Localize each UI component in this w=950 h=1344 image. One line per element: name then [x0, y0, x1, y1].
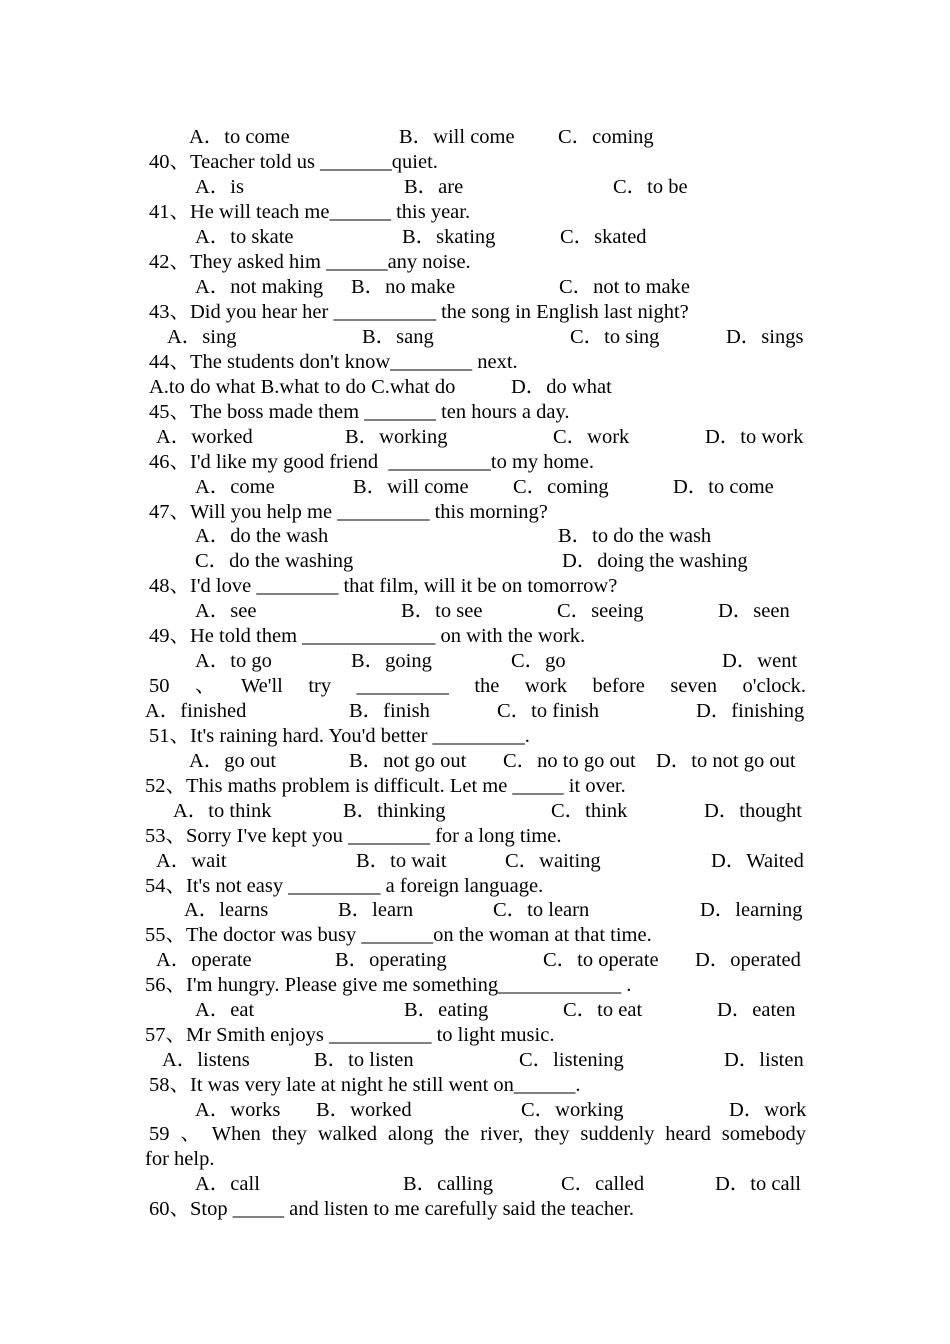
question-word: the	[474, 675, 500, 697]
option-c: C．no to go out	[503, 750, 636, 772]
options-line-59	[0, 1172, 950, 1197]
option-a: A．go out	[189, 750, 277, 772]
option-c: C．seeing	[557, 600, 644, 622]
options-line-43	[0, 325, 950, 350]
question-text: 60、Stop _____ and listen to me carefully said the teacher.	[149, 1198, 635, 1220]
option-d: D．seen	[718, 600, 790, 622]
question-52	[0, 774, 950, 799]
options-line-48	[0, 599, 950, 624]
option-a: A．learns	[184, 899, 269, 921]
question-text: 41、He will teach me______ this year.	[149, 201, 471, 223]
question-41	[0, 200, 950, 225]
options-line-57	[0, 1048, 950, 1073]
option-c: C．coming	[513, 476, 609, 498]
question-47	[0, 500, 950, 525]
question-59	[0, 1122, 950, 1147]
option-d: D．to come	[673, 476, 774, 498]
option-c: C．waiting	[505, 850, 601, 872]
option-d: D．went	[722, 650, 798, 672]
option-d: D．doing the washing	[562, 550, 748, 572]
options-line-51	[0, 749, 950, 774]
question-58	[0, 1073, 950, 1098]
option-a: A．sing	[167, 326, 237, 348]
question-57	[0, 1023, 950, 1048]
option-b: B．not go out	[349, 750, 467, 772]
question-43	[0, 300, 950, 325]
question-text: 53、Sorry I've kept you ________ for a long time.	[145, 825, 562, 847]
option-c: C．coming	[558, 126, 654, 148]
option-b: B．eating	[404, 999, 489, 1021]
option-a: A．to go	[195, 650, 272, 672]
options-line-47a	[0, 524, 950, 549]
option-a: A．operate	[156, 949, 252, 971]
option-d: D．to call	[715, 1173, 801, 1195]
question-word: try	[308, 675, 332, 697]
option-a: A．call	[195, 1173, 260, 1195]
option-b: B．calling	[403, 1173, 493, 1195]
question-text: 43、Did you hear her __________ the song in English last night?	[149, 301, 689, 323]
option-b: B．working	[345, 426, 448, 448]
option-b: B．going	[351, 650, 432, 672]
options-line-45	[0, 425, 950, 450]
question-59-continued	[0, 1147, 950, 1172]
option-b: B．learn	[338, 899, 414, 921]
question-word: 59	[149, 1123, 170, 1145]
question-text: 40、Teacher told us _______quiet.	[149, 151, 438, 173]
option-d: D．do what	[511, 376, 612, 398]
option-c: C．to be	[613, 176, 688, 198]
justified-question-text	[149, 674, 806, 699]
option-a: A．do the wash	[195, 525, 329, 547]
options-line-54	[0, 898, 950, 923]
question-word: 、	[180, 1123, 201, 1145]
options-line-49	[0, 649, 950, 674]
options-line-55	[0, 948, 950, 973]
option-b: B．finish	[349, 700, 430, 722]
question-text: 48、I'd love ________ that film, will it be on tomorrow?	[149, 575, 618, 597]
option-a: A．see	[195, 600, 257, 622]
option-b: B．worked	[316, 1099, 412, 1121]
options-line-47b	[0, 549, 950, 574]
option-c: C．called	[561, 1173, 645, 1195]
question-text: 52、This maths problem is difficult. Let me _____ it over.	[145, 775, 626, 797]
option-c: C．think	[551, 800, 628, 822]
question-text: 56、I'm hungry. Please give me something____________ .	[145, 974, 632, 996]
question-42	[0, 250, 950, 275]
question-word: they	[271, 1123, 307, 1145]
question-word: work	[524, 675, 568, 697]
option-b: B．to do the wash	[558, 525, 712, 547]
option-b: B．operating	[335, 949, 447, 971]
option-b: B．thinking	[343, 800, 446, 822]
question-text: 44、The students don't know________ next.	[149, 351, 518, 373]
option-a: A．is	[195, 176, 244, 198]
option-d: D．finishing	[696, 700, 805, 722]
options-line-53	[0, 849, 950, 874]
option-a: A．not making	[195, 276, 324, 298]
options-line-56	[0, 998, 950, 1023]
option-d: D．sings	[726, 326, 804, 348]
option-a: A．to skate	[195, 226, 294, 248]
option-c: C．to finish	[497, 700, 599, 722]
option-b: B．to wait	[356, 850, 447, 872]
question-51	[0, 724, 950, 749]
option-b: B．to listen	[314, 1049, 414, 1071]
question-40	[0, 150, 950, 175]
option-a: A．eat	[195, 999, 255, 1021]
option-b: B．skating	[402, 226, 496, 248]
question-text: 55、The doctor was busy _______on the woman at that time.	[145, 924, 652, 946]
option-d: D．work	[729, 1099, 807, 1121]
question-text: for help.	[145, 1148, 215, 1170]
option-d: D．learning	[700, 899, 803, 921]
question-word: river,	[480, 1123, 524, 1145]
question-44	[0, 350, 950, 375]
option-d: D．operated	[695, 949, 801, 971]
question-48	[0, 574, 950, 599]
option-c: C．not to make	[559, 276, 690, 298]
question-word: along	[387, 1123, 434, 1145]
question-text: 49、He told them _____________ on with the work.	[149, 625, 586, 647]
option-d: D．to work	[705, 426, 804, 448]
question-word: _________	[356, 675, 449, 697]
question-text: 54、It's not easy _________ a foreign language.	[145, 875, 544, 897]
question-word: before	[592, 675, 645, 697]
option-a: A．finished	[145, 700, 247, 722]
options-line-41	[0, 225, 950, 250]
options-line-58	[0, 1098, 950, 1123]
option-c: C．go	[511, 650, 566, 672]
question-56	[0, 973, 950, 998]
question-text: 45、The boss made them _______ ten hours a day.	[149, 401, 570, 423]
question-50	[0, 674, 950, 699]
option-b: B．no make	[351, 276, 456, 298]
options-line-46	[0, 475, 950, 500]
question-word: 50	[149, 675, 170, 697]
option-c: C．to sing	[570, 326, 660, 348]
option-c: C．work	[553, 426, 630, 448]
question-word: o'clock.	[742, 675, 806, 697]
option-a: A．to think	[173, 800, 272, 822]
option-b: B．to see	[401, 600, 483, 622]
option-c: C．do the washing	[195, 550, 354, 572]
option-a-to-c: A.to do what B.what to do C.what do	[149, 376, 456, 398]
question-text: 42、They asked him ______any noise.	[149, 251, 471, 273]
question-word: 、	[194, 675, 216, 697]
option-b: B．will come	[399, 126, 515, 148]
question-53	[0, 824, 950, 849]
options-line-39	[0, 125, 950, 150]
justified-question-text	[149, 1122, 806, 1147]
option-d: D．eaten	[717, 999, 796, 1021]
question-55	[0, 923, 950, 948]
option-a: A．to come	[189, 126, 290, 148]
options-line-40	[0, 175, 950, 200]
question-word: seven	[670, 675, 718, 697]
option-d: D．listen	[724, 1049, 804, 1071]
question-word: When	[211, 1123, 261, 1145]
question-text: 51、It's raining hard. You'd better _________.	[149, 725, 530, 747]
option-d: D．Waited	[711, 850, 804, 872]
option-c: C．to eat	[563, 999, 643, 1021]
question-text: 46、I'd like my good friend __________to my home.	[149, 451, 594, 473]
option-b: B．sang	[362, 326, 434, 348]
option-b: B．are	[404, 176, 464, 198]
option-c: C．skated	[560, 226, 647, 248]
option-a: A．wait	[156, 850, 227, 872]
question-45	[0, 400, 950, 425]
option-a: A．come	[195, 476, 275, 498]
option-a: A．listens	[162, 1049, 250, 1071]
option-d: D．to not go out	[656, 750, 796, 772]
option-b: B．will come	[353, 476, 469, 498]
question-text: 57、Mr Smith enjoys __________ to light music.	[145, 1024, 555, 1046]
question-word: somebody	[721, 1123, 806, 1145]
options-line-52	[0, 799, 950, 824]
option-d: D．thought	[704, 800, 802, 822]
question-word: heard	[665, 1123, 711, 1145]
question-49	[0, 624, 950, 649]
options-line-44	[0, 375, 950, 400]
question-word: the	[444, 1123, 470, 1145]
options-line-50	[0, 699, 950, 724]
options-line-42	[0, 275, 950, 300]
option-c: C．to operate	[543, 949, 659, 971]
option-c: C．working	[521, 1099, 624, 1121]
option-a: A．works	[195, 1099, 281, 1121]
question-text: 58、It was very late at night he still went on______.	[149, 1074, 581, 1096]
option-c: C．to learn	[493, 899, 590, 921]
question-text: 47、Will you help me _________ this morning?	[149, 501, 548, 523]
question-46	[0, 450, 950, 475]
question-54	[0, 874, 950, 899]
option-c: C．listening	[519, 1049, 624, 1071]
option-a: A．worked	[156, 426, 253, 448]
question-word: walked	[317, 1123, 378, 1145]
question-word: We'll	[240, 675, 283, 697]
question-word: they	[534, 1123, 570, 1145]
question-word: suddenly	[580, 1123, 655, 1145]
question-60	[0, 1197, 950, 1222]
